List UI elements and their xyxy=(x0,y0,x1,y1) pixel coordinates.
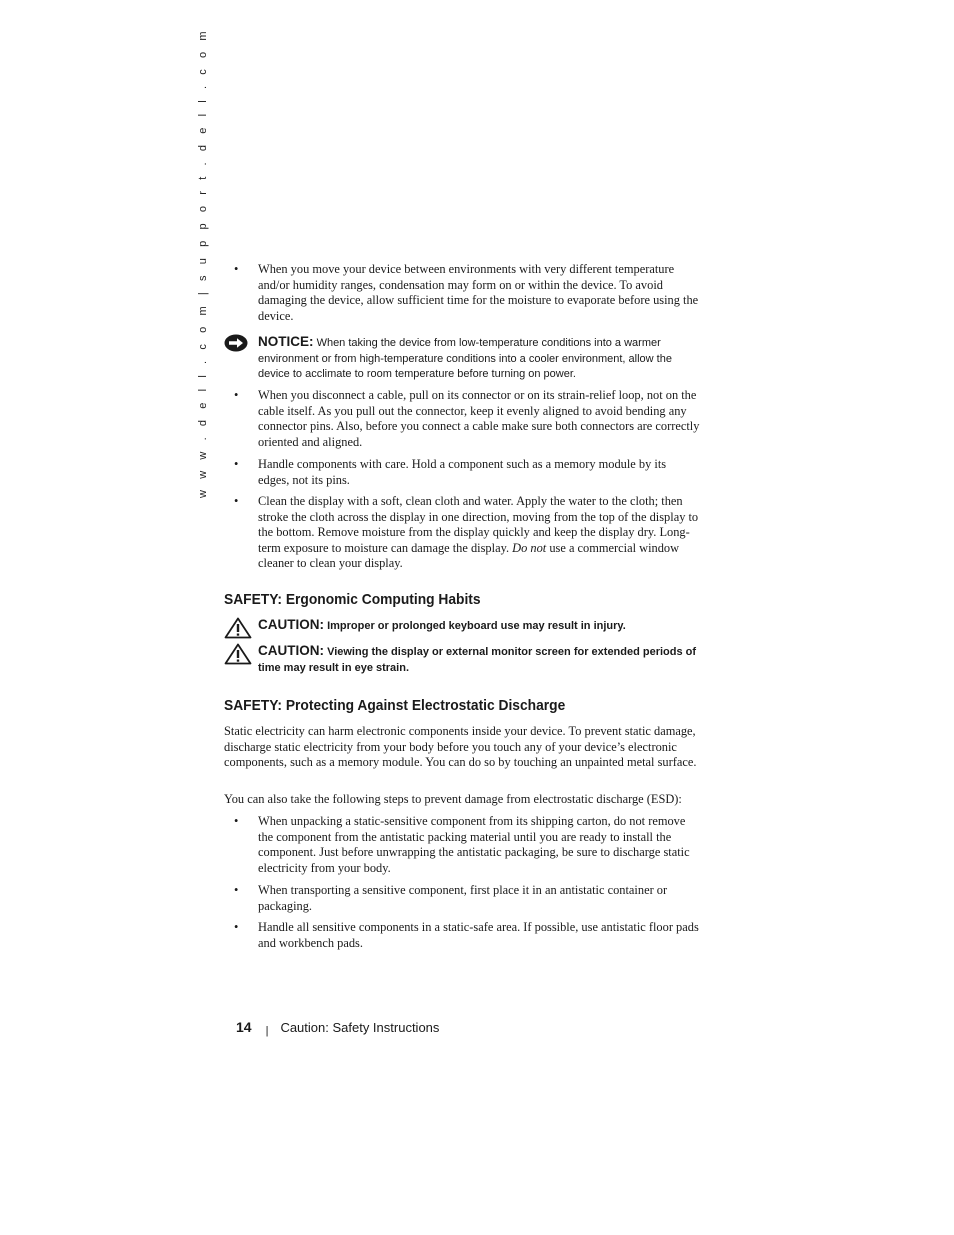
notice-icon xyxy=(224,334,248,358)
clean-text-before: Clean the display with a soft, clean cloth and water. Apply the water to the cloth; then stroke the cloth across the display in one direction, moving from the top of the display to the bottom. Remove moisture from the display quickly and keep the display dry. Long-term exposure to moisture can damage the display. xyxy=(258,494,699,555)
list-item-text: When you move your device between environments with very different temperature and/or humidity ranges, condensation may form on or within the device. To avoid damaging the device, allow sufficient time for the moisture to evaporate before using the device. xyxy=(258,262,699,323)
paragraph: Static electricity can harm electronic components inside your device. To prevent static damage, discharge static electricity from your body before you touch any of your device’s electronic components, such as a memory module. You can do so by touching an unpainted metal surface. xyxy=(224,724,697,770)
section-heading-esd: SAFETY: Protecting Against Electrostatic Discharge xyxy=(224,697,566,714)
clean-text-emphasis: Do not xyxy=(512,540,547,555)
section-heading-ergonomic: SAFETY: Ergonomic Computing Habits xyxy=(224,591,481,608)
footer-separator: | xyxy=(265,1025,269,1037)
warning-triangle-icon xyxy=(224,643,252,671)
footer-title: Caution: Safety Instructions xyxy=(280,1020,440,1035)
list-item xyxy=(224,388,700,450)
bullet-dot: • xyxy=(234,883,239,897)
bullet-dot: • xyxy=(234,457,239,471)
list-item xyxy=(224,920,700,951)
bullet-dot: • xyxy=(234,388,239,402)
caution-text: Improper or prolonged keyboard use may result in injury. xyxy=(327,620,626,632)
bullet-dot: • xyxy=(234,920,239,934)
list-item-text: Handle all sensitive components in a static-safe area. If possible, use antistatic floor pads and workbench pads. xyxy=(258,920,699,950)
caution-box xyxy=(224,643,700,676)
list-item-text xyxy=(258,494,700,572)
paragraph: You can also take the following steps to prevent damage from electrostatic discharge (ESD): xyxy=(224,792,682,806)
list-item-text: Handle components with care. Hold a component such as a memory module by its edges, not its pins. xyxy=(258,457,667,487)
bullet-dot: • xyxy=(234,814,239,828)
bullet-dot: • xyxy=(234,494,239,508)
list-item xyxy=(224,262,700,324)
caution-label: CAUTION: xyxy=(258,617,324,632)
clean-text-after: use a commercial window cleaner to clean your display. xyxy=(258,540,680,571)
list-item-text: When you disconnect a cable, pull on its connector or on its strain-relief loop, not on the cable itself. As you pull out the connector, keep it evenly aligned to avoid bending any connector pins. Also, before you connect a cable make sure both connectors are correctly oriented and aligned. xyxy=(258,388,700,449)
list-item-text: When transporting a sensitive component, first place it in an antistatic container or packaging. xyxy=(258,883,668,913)
notice-text: When taking the device from low-temperature conditions into a warmer environment or from high-temperature conditions into a cooler environment, allow the device to acclimate to room temperature before turning on power. xyxy=(258,337,672,381)
list-item-text: When unpacking a static-sensitive component from its shipping carton, do not remove the component from the antistatic packing material until you are ready to install the component. Just before unwrapping the antistatic packaging, be sure to discharge static electricity from your body. xyxy=(258,814,690,875)
notice-label: NOTICE: xyxy=(258,334,314,349)
page-number: 14 xyxy=(236,1019,252,1035)
side-url-text: w w w . d e l l . c o m | s u p p o r t . d e l l . c o m xyxy=(197,27,209,498)
bullet-dot: • xyxy=(234,262,239,276)
caution-box xyxy=(224,617,700,635)
caution-label: CAUTION: xyxy=(258,643,324,658)
page-footer xyxy=(236,1019,439,1035)
list-item xyxy=(224,457,700,488)
notice-box xyxy=(224,334,700,383)
list-item xyxy=(224,883,700,914)
caution-text: Viewing the display or external monitor screen for extended periods of time may result in eye strain. xyxy=(258,646,697,674)
warning-triangle-icon xyxy=(224,617,252,645)
list-item xyxy=(224,494,700,572)
list-item xyxy=(224,814,700,876)
